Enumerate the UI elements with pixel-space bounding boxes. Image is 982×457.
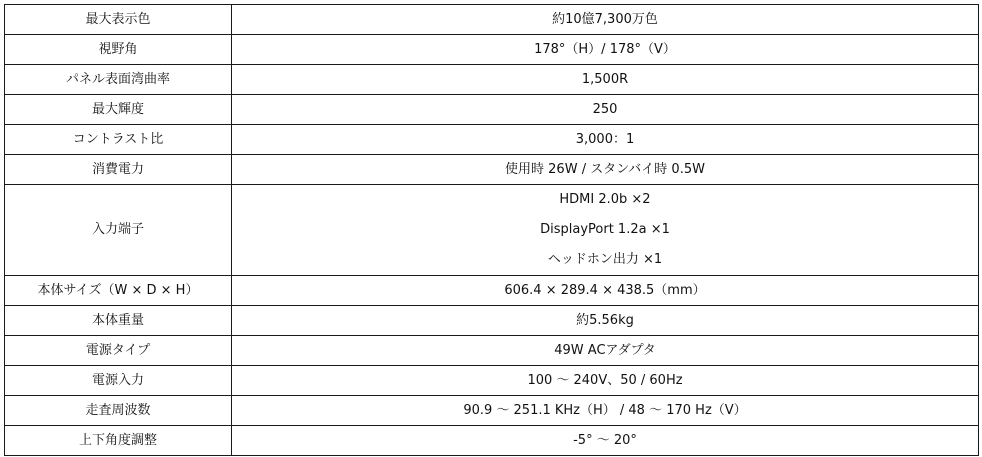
spec-label: 本体サイズ（W × D × H） [5,276,232,306]
spec-value: 約5.56kg [232,306,979,336]
spec-label: 電源タイプ [5,336,232,366]
table-row [5,155,979,185]
spec-label: 消費電力 [5,155,232,185]
spec-label: 最大輝度 [5,95,232,125]
table-row [5,125,979,155]
spec-value: -5° ～ 20° [232,426,979,456]
table-row [5,95,979,125]
table-row [5,5,979,35]
table-row [5,185,979,276]
spec-label: 電源入力 [5,366,232,396]
spec-label: 最大表示色 [5,5,232,35]
spec-value: 606.4 × 289.4 × 438.5（mm） [232,276,979,306]
table-row [5,396,979,426]
spec-label: 本体重量 [5,306,232,336]
table-row [5,306,979,336]
spec-value: 100 ～ 240V、50 / 60Hz [232,366,979,396]
spec-label: コントラスト比 [5,125,232,155]
spec-label: 入力端子 [5,185,232,276]
spec-value: 250 [232,95,979,125]
spec-label: 視野角 [5,35,232,65]
spec-label: 走査周波数 [5,396,232,426]
spec-value-multi [232,185,979,276]
spec-label: 上下角度調整 [5,426,232,456]
spec-value: 49W ACアダプタ [232,336,979,366]
spec-value: 1,500R [232,65,979,95]
table-row [5,276,979,306]
spec-value: 使用時 26W / スタンバイ時 0.5W [232,155,979,185]
spec-table [4,4,979,456]
table-row [5,35,979,65]
spec-value: 3,000：1 [232,125,979,155]
spec-value-line: ヘッドホン出力 ×1 [547,252,663,267]
spec-value-line: HDMI 2.0b ×2 [559,192,651,207]
spec-value: 178°（H）/ 178°（V） [232,35,979,65]
spec-label: パネル表面湾曲率 [5,65,232,95]
table-row [5,336,979,366]
spec-value-line: DisplayPort 1.2a ×1 [540,222,670,237]
table-row [5,366,979,396]
table-row [5,426,979,456]
table-row [5,65,979,95]
spec-value: 90.9 ～ 251.1 KHz（H） / 48 ～ 170 Hz（V） [232,396,979,426]
spec-value: 約10億7,300万色 [232,5,979,35]
